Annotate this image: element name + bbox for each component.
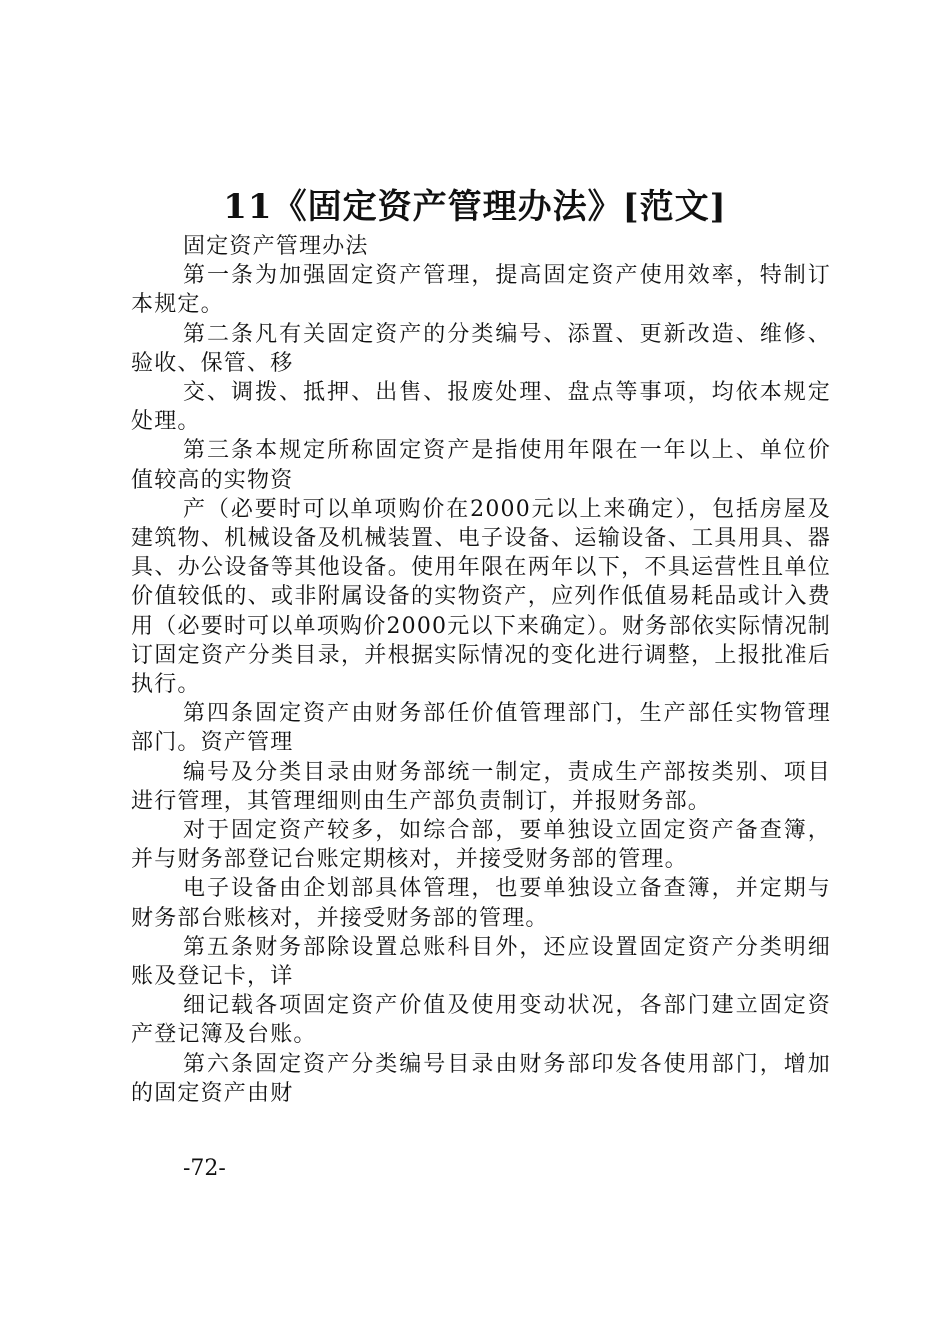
paragraph-article-3: 第三条本规定所称固定资产是指使用年限在一年以上、单位价值较高的实物资 xyxy=(131,438,831,493)
paragraph-article-4-electronics: 电子设备由企划部具体管理，也要单独设立备查簿，并定期与财务部台账核对，并接受财务部的管理。 xyxy=(131,876,831,931)
paragraph-article-4-fixed-assets: 对于固定资产较多，如综合部，要单独设立固定资产备查簿，并与财务部登记台账定期核对，并接受财务部的管理。 xyxy=(131,818,831,873)
paragraph-heading: 固定资产管理办法 xyxy=(183,234,369,259)
paragraph-article-4: 第四条固定资产由财务部任价值管理部门，生产部任实物管理部门。资产管理 xyxy=(131,701,831,756)
paragraph-article-2: 第二条凡有关固定资产的分类编号、添置、更新改造、维修、验收、保管、移 xyxy=(131,321,831,376)
paragraph-article-6: 第六条固定资产分类编号目录由财务部印发各使用部门，增加的固定资产由财 xyxy=(131,1051,831,1106)
paragraph-article-1: 第一条为加强固定资产管理，提高固定资产使用效率，特制订本规定。 xyxy=(131,263,831,318)
paragraph-article-3-cont: 产（必要时可以单项购价在2000元以上来确定），包括房屋及建筑物、机械设备及机械装置、电子设备、运输设备、工具用具、器具、办公设备等其他设备。使用年限在两年以下，不具运营性且单位价值较低的、或非附属设备的实物资产，应列作低值易耗品或计入费用（必要时可以单项购价2000元以下来确定）。财务部依实际情况制订固定资产分类目录，并根据实际情况的变化进行调整，上报批准后执行。 xyxy=(131,496,831,698)
paragraph-article-5: 第五条财务部除设置总账科目外，还应设置固定资产分类明细账及登记卡，详 xyxy=(131,934,831,990)
paragraph-article-4-cont: 编号及分类目录由财务部统一制定，责成生产部按类别、项目进行管理，其管理细则由生产部负责制订，并报财务部。 xyxy=(131,759,831,814)
paragraph-article-2-cont: 交、调拨、抵押、出售、报废处理、盘点等事项，均依本规定处理。 xyxy=(131,380,831,435)
page-number: -72- xyxy=(183,1156,226,1181)
paragraph-article-5-cont: 细记载各项固定资产价值及使用变动状况，各部门建立固定资产登记簿及台账。 xyxy=(131,993,831,1048)
document-body xyxy=(131,232,831,1108)
document-title: 11《固定资产管理办法》[范文] xyxy=(223,187,727,227)
